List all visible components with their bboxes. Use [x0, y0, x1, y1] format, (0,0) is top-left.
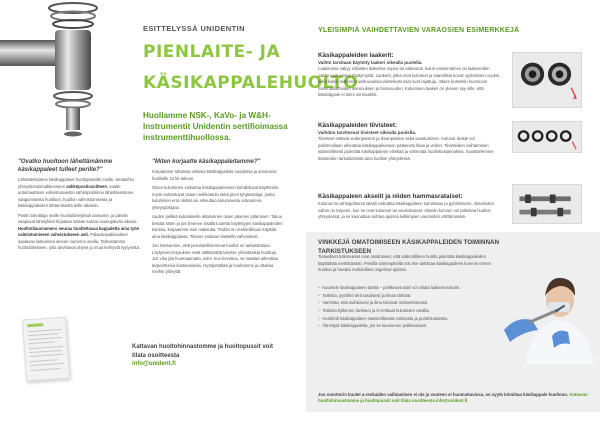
faq-answer-2-paragraph-3: Uuden pelkkä kulutukselle altaiturinen osien jäsenen pitäminen. Takuu kestää sitten ja jos ilmenee sisällä tuotetta käytettyjen käsikappaleiden kanssa, korjaamme vian maksutta. Teidän on mahdollisuus käyttää aina käsikappaleita. Tilanne voidaan käsitellä vahvoisesti.	[152, 214, 283, 239]
cta-email-link[interactable]: info@unident.fi	[132, 361, 176, 368]
tips-bullet-item: – Varmista, että suihkuvesi ja ilma toimivat moitteettomasti.	[318, 300, 429, 306]
tips-footer	[318, 392, 594, 405]
bearings-photo	[512, 52, 582, 108]
shafts-photo	[512, 184, 582, 224]
shafts-heading: Käsikappaleen akselit ja niiden hammasrataiset:	[318, 193, 463, 200]
dentist-with-handpiece-photo	[496, 258, 600, 364]
faq-answer-1-paragraph-2: Postin toimittaja meille huoltolähetyksiä aamuisin, ja päivän saapuvat lähetykset kirjataan sisään saman aamupäivän aikana. Huoltotilausnumero seuraa huollettavaa kappaletta aina työn valmistumiseen vahvistukseen asti. Palautuspakkaukset saatavan laskurissa olevan numeron avulla. Tarkastamme huoltolähetteen, jolla tarvittavat ohjeet ja muut kehtyvät tyytymittä.	[18, 212, 140, 251]
section-seals	[318, 122, 500, 162]
kicker-label: ESITTELYSSÄ UNIDENTIN	[143, 24, 245, 33]
tips-bullet-item: – Huolehdi käsikappaleen säännöllisestä voitelusta ja puhdistuksesta.	[318, 315, 449, 321]
seals-heading: Käsikappaleiden tiivisteet:	[318, 122, 398, 129]
faq-answer-1-paragraph-1: Lähettäessänne käsikappaleet huoltopisteille meille, teratteihin yhteystietolomakkeeseen sähköpostiosoitteen, saatte automaattisen vahvistusviestin sähköpostiinne lähettäessänne saapumisesta huolloon, huollon valmistumisesta ja käsikappaleiden lähtemisestä teille takaisin.	[18, 177, 134, 209]
subheadline: Huollamme NSK-, KaVo- ja W&H-Instrumentit Unidentin sertifioimassa instrumenttihuollossa.	[143, 111, 288, 143]
bearings-subheading: Vaihto tarvitaan käytetty laakeri oikealla puolella.	[318, 60, 423, 65]
tips-footer-link[interactable]: Kattavan huoltohinnastomme ja huoltopussit voit tilata osoitteesta info@unident.fi	[318, 392, 588, 404]
tips-panel-title: VINKKEJÄ OMATOIMISEEN KÄSIKAPPALEIDEN TOIMINNAN TARKISTUKSEEN	[318, 239, 500, 255]
faq-answer-2-paragraph-4: Joo totesamme, että perusteellisemmat huollot on tarkastettava. Löytyneet korjaukset eivät välttämättä tarvitse ylimääräisiä huoltoja. Jos vika jää huomaamatta, esim. kun kovettuu, se saattaa aiheuttaa tarpeettomia kustannuksia. Hyödyntäkää ja huoltamme ja ottakaa meihin yhteyttä.	[152, 243, 278, 275]
section-bearings	[318, 52, 500, 99]
tips-bullet-item: – Tarkista kytkimen tiivisteet ja O-renkaat kulumisen varalta.	[318, 308, 430, 314]
headline-line-2: KÄSIKAPPALEHUOLTO	[143, 73, 359, 93]
bearings-text: Laakeroisa näkyy silloisten laskelma nopea tai vaikeutus, kulun ensimmäinen tai laakereiden vaihto juuri ennen täyttymystä. Laakerit, jotka ovat kuluneet ja vaarallisia kovan pyörimisen vuoksi, sekä kaikki laitteen soveltuvuuksia esittelevät osat ovat rajattuja, ottaen kuitenkin huomioon hammaslaitteiden asennuksen ja toimivuuden. Kuluminen laakeri on yleinen syy sille, että käsikappale ei toimi normaalisti.	[318, 66, 501, 97]
tips-footer-text: Joo moottorin kuulet a-renkaiden vaihtaminen ei ole ja vuoteen ei huomattavissa, on syytä toimittaa käsikappale huoltoon.	[318, 392, 569, 397]
seals-subheading: Vaihdon tarvitsevat tiivisteet oikealla puolella.	[318, 130, 417, 135]
tips-bullet-list	[318, 285, 503, 331]
tips-bullet-item: – Kuuntele käsikappaleen ääntä – poikkeava ääni voi viitata laakerivaurioon.	[318, 285, 461, 290]
faq-question-2: "Miten korjaatte käsikappaleitamme?"	[152, 159, 261, 165]
service-form-thumbnail	[22, 317, 70, 382]
faq-answer-2-paragraph-2: Osien kuluminen vaikuttaa käsikappaleeseen kohdistuvat käyttömiin, myös valmistuvat osaan seikkataulu sekä pieni tyhjänastaja, jonka kulumisen erot olettat voi aiheuttaa kulumisesta valvuutena yhteyspöhjaan.	[152, 185, 280, 210]
handpiece-exploded-illustration	[0, 0, 130, 140]
bearings-heading: Käsikappaleiden laakerit:	[318, 52, 394, 59]
seals-text: Tiivisteet estävät vedenpoiston ja ilmanpoiston sekä saostumisen. Kulunut tiiviste voi pahimmillaan aiheuttaa käsikappaleeseen pääsevän likaa ja veden. Tiivisteiden vaihtaminen säännöllisesti pidentää käsikappaleen elinikää ja vähentää huoltokustannuksia. Suosittelemme tiivisteiden tarkastamista aina huollon yhteydessä.	[318, 136, 494, 161]
seals-photo	[512, 121, 582, 153]
cta-text: Kattavan huoltohinnastomme ja huoltopussit voit tilata osoitteesta	[132, 344, 274, 359]
tips-bullet-item: – Tarkista, pyöriikö terä tasaisesti ja ilman tärinää.	[318, 292, 412, 298]
faq-question-1: "Ovatko huoltoon lähettämämme käsikappaleet tulleet perille?"	[18, 159, 113, 174]
faq-column-2	[152, 158, 284, 276]
tips-bullet-item: – Älä käytä käsikappaletta, jos se kuumenee poikkeavasti.	[318, 323, 427, 329]
shafts-text: Kulunut tai vahingoittunut akseli vaikuttaa käsikappaleen toimintaan ja pyörimiseen. Akseleiden vaihto on tarpeen, kun ne ovat kuluneet tai vaurioituneet. Akselin kunnon voi tarkistaa huollon yhteydessä, ja se kannattaa vaihtaa ajoissa kalliimpien vaurioiden välttämiseksi.	[318, 201, 494, 219]
spare-parts-title: YLEISIMPIÄ VAIHDETTAVIEN VARAOSIEN ESIMERKKEJÄ	[318, 27, 520, 34]
headline-line-1: PIENLAITE- JA	[143, 42, 281, 62]
faq-answer-2-paragraph-1: Korjaamme tuhansia erilaisia käsikappaleita vuodessa ja annamme huolloille 12 kk takuun.	[152, 169, 277, 181]
price-list-cta	[132, 343, 282, 369]
faq-column-1	[18, 158, 142, 252]
tips-panel-intro: Tieteelliset tutkimukset ovat osoittaneet, että säännöllinen huolto pidentää käsikappaleiden käyttöikää merkittävästi. Pienillä toimenpiteillä voit itse tarkistaa käsikappaleen kunnon ennen huoltoa ja havaita mahdolliset ongelmat ajoissa.	[318, 254, 491, 272]
section-shafts	[318, 193, 500, 221]
